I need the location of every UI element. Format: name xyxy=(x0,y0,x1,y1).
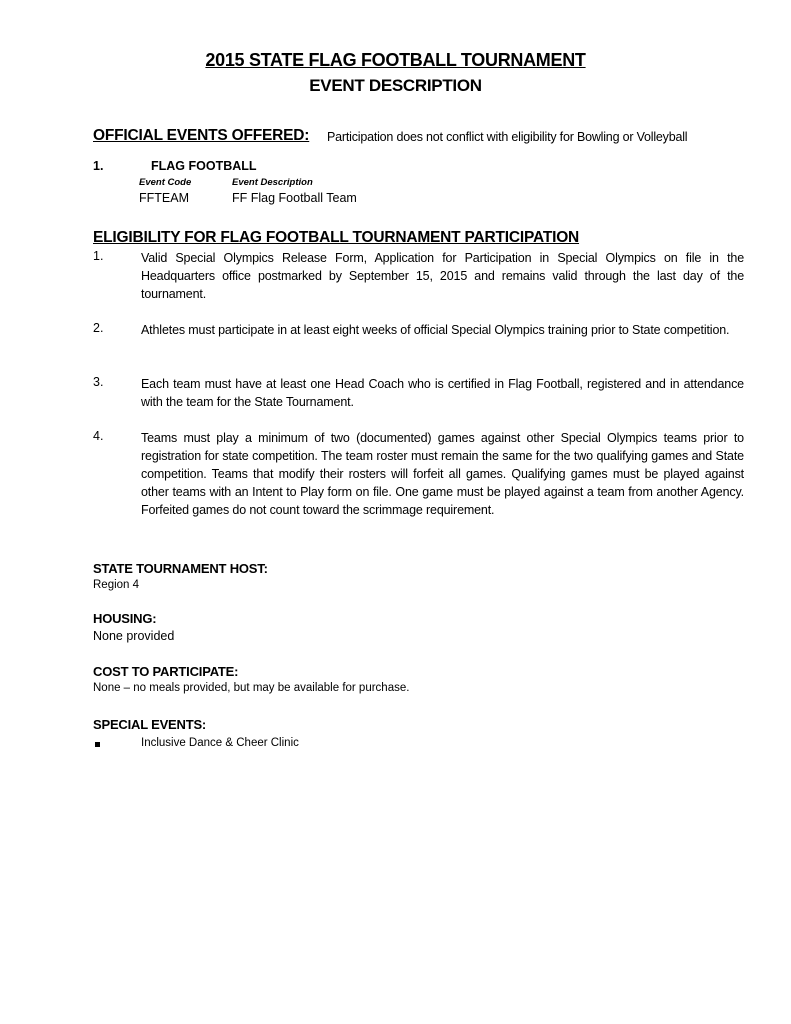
eligibility-item-text: Valid Special Olympics Release Form, Application for Participation in Special Olympics on file in the Headquarters office postmarked by September 15, 2015 and remains valid through the last day of the tournament. xyxy=(141,251,744,301)
eligibility-item-text: Each team must have at least one Head Coach who is certified in Flag Football, registered and in attendance with the team for the State Tournament. xyxy=(141,377,744,409)
host-value: Region 4 xyxy=(93,579,140,591)
page-subtitle: EVENT DESCRIPTION xyxy=(309,76,482,95)
official-events-note: Participation does not conflict with eligibility for Bowling or Volleyball xyxy=(327,130,688,144)
cost-value: None – no meals provided, but may be available for purchase. xyxy=(93,682,410,694)
housing-heading: HOUSING: xyxy=(93,611,157,626)
eligibility-item-number: 3. xyxy=(93,375,104,389)
eligibility-item-text: Teams must play a minimum of two (documented) games against other Special Olympics teams prior to registration for state competition. The team roster must remain the same for the two qualifying games and State competition. Teams that modify their rosters will forfeit all games. Qualifying games must be played against other teams with an Intent to Play form on file. One game must be played against a team from another Agency. Forfeited games do not count toward the scrimmage requirement. xyxy=(141,431,744,517)
bullet-icon xyxy=(95,742,100,747)
housing-value: None provided xyxy=(93,629,175,643)
cost-heading: COST TO PARTICIPATE: xyxy=(93,664,239,679)
event-description-header: Event Description xyxy=(232,177,313,188)
eligibility-item-number: 2. xyxy=(93,321,104,335)
host-heading: STATE TOURNAMENT HOST: xyxy=(93,561,268,576)
official-events-heading: OFFICIAL EVENTS OFFERED: xyxy=(93,127,310,144)
eligibility-item-number: 1. xyxy=(93,249,104,263)
event-description: FF Flag Football Team xyxy=(232,191,357,205)
page-title: 2015 STATE FLAG FOOTBALL TOURNAMENT xyxy=(205,50,586,70)
event-code: FFTEAM xyxy=(139,191,189,205)
eligibility-item-text: Athletes must participate in at least eight weeks of official Special Olympics training prior to State competition. xyxy=(141,323,730,337)
special-events-heading: SPECIAL EVENTS: xyxy=(93,717,207,732)
event-name: FLAG FOOTBALL xyxy=(151,159,257,173)
event-number: 1. xyxy=(93,159,104,173)
eligibility-heading: ELIGIBILITY FOR FLAG FOOTBALL TOURNAMENT PARTICIPATION xyxy=(93,229,580,246)
special-event-item: Inclusive Dance & Cheer Clinic xyxy=(141,737,299,749)
eligibility-item-number: 4. xyxy=(93,429,104,443)
event-code-header: Event Code xyxy=(139,177,192,188)
